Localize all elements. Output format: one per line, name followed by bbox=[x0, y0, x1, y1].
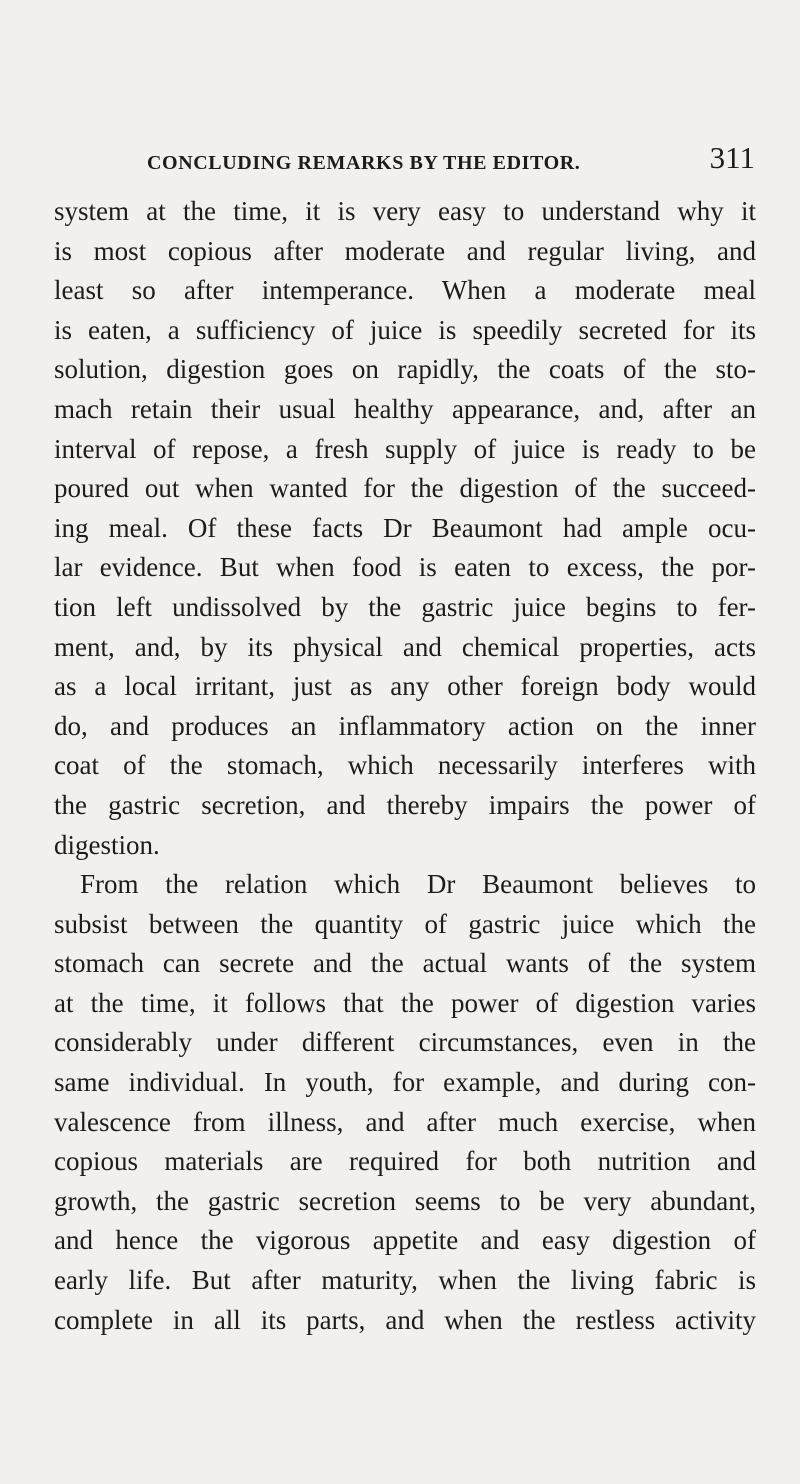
text-line: at the time, it follows that the power of digestion varies bbox=[54, 987, 756, 1018]
text-line: coat of the stomach, which necessarily interferes with bbox=[54, 750, 756, 781]
page-number: 311 bbox=[709, 140, 755, 175]
text-line: lar evidence. But when food is eaten to excess, the por- bbox=[54, 552, 756, 583]
text-line: ment, and, by its physical and chemical properties, acts bbox=[54, 631, 756, 662]
text-line: do, and produces an inflammatory action on the inner bbox=[54, 710, 756, 741]
text-line: ing meal. Of these facts Dr Beaumont had ample ocu- bbox=[54, 512, 756, 543]
text-line: stomach can secrete and the actual wants of the system bbox=[54, 948, 756, 979]
text-line: as a local irritant, just as any other foreign body would bbox=[54, 671, 756, 702]
text-line: valescence from illness, and after much exercise, when bbox=[54, 1106, 756, 1137]
running-title: CONCLUDING REMARKS BY THE EDITOR. bbox=[147, 152, 581, 174]
text-line: least so after intemperance. When a moderate meal bbox=[54, 275, 756, 306]
text-line: the gastric secretion, and thereby impairs the power of bbox=[54, 789, 756, 820]
text-line: is eaten, a sufficiency of juice is speedily secreted for its bbox=[54, 314, 756, 345]
text-line: tion left undissolved by the gastric juice begins to fer- bbox=[54, 591, 756, 622]
text-line: poured out when wanted for the digestion of the succeed- bbox=[54, 473, 756, 504]
text-line: subsist between the quantity of gastric juice which the bbox=[54, 908, 756, 939]
text-line: considerably under different circumstances, even in the bbox=[54, 1027, 756, 1058]
text-line: is most copious after moderate and regular living, and bbox=[54, 235, 756, 266]
body-text bbox=[54, 192, 756, 1340]
text-line: same individual. In youth, for example, and during con- bbox=[54, 1067, 756, 1098]
text-line: system at the time, it is very easy to understand why it bbox=[54, 196, 756, 226]
paragraph-end-line: digestion. bbox=[54, 829, 160, 860]
paragraph-start-line: From the relation which Dr Beaumont believes to bbox=[80, 869, 756, 900]
text-line: growth, the gastric secretion seems to be very abundant, bbox=[54, 1185, 756, 1216]
text-line: interval of repose, a fresh supply of juice is ready to be bbox=[54, 433, 756, 464]
text-line: early life. But after maturity, when the living fabric is bbox=[54, 1265, 756, 1296]
text-line: solution, digestion goes on rapidly, the coats of the sto- bbox=[54, 354, 756, 385]
text-line: complete in all its parts, and when the restless activity bbox=[54, 1304, 756, 1335]
text-line: copious materials are required for both nutrition and bbox=[54, 1146, 756, 1177]
text-line: and hence the vigorous appetite and easy digestion of bbox=[54, 1225, 756, 1256]
running-head bbox=[147, 142, 755, 182]
text-line: mach retain their usual healthy appearance, and, after an bbox=[54, 393, 756, 424]
